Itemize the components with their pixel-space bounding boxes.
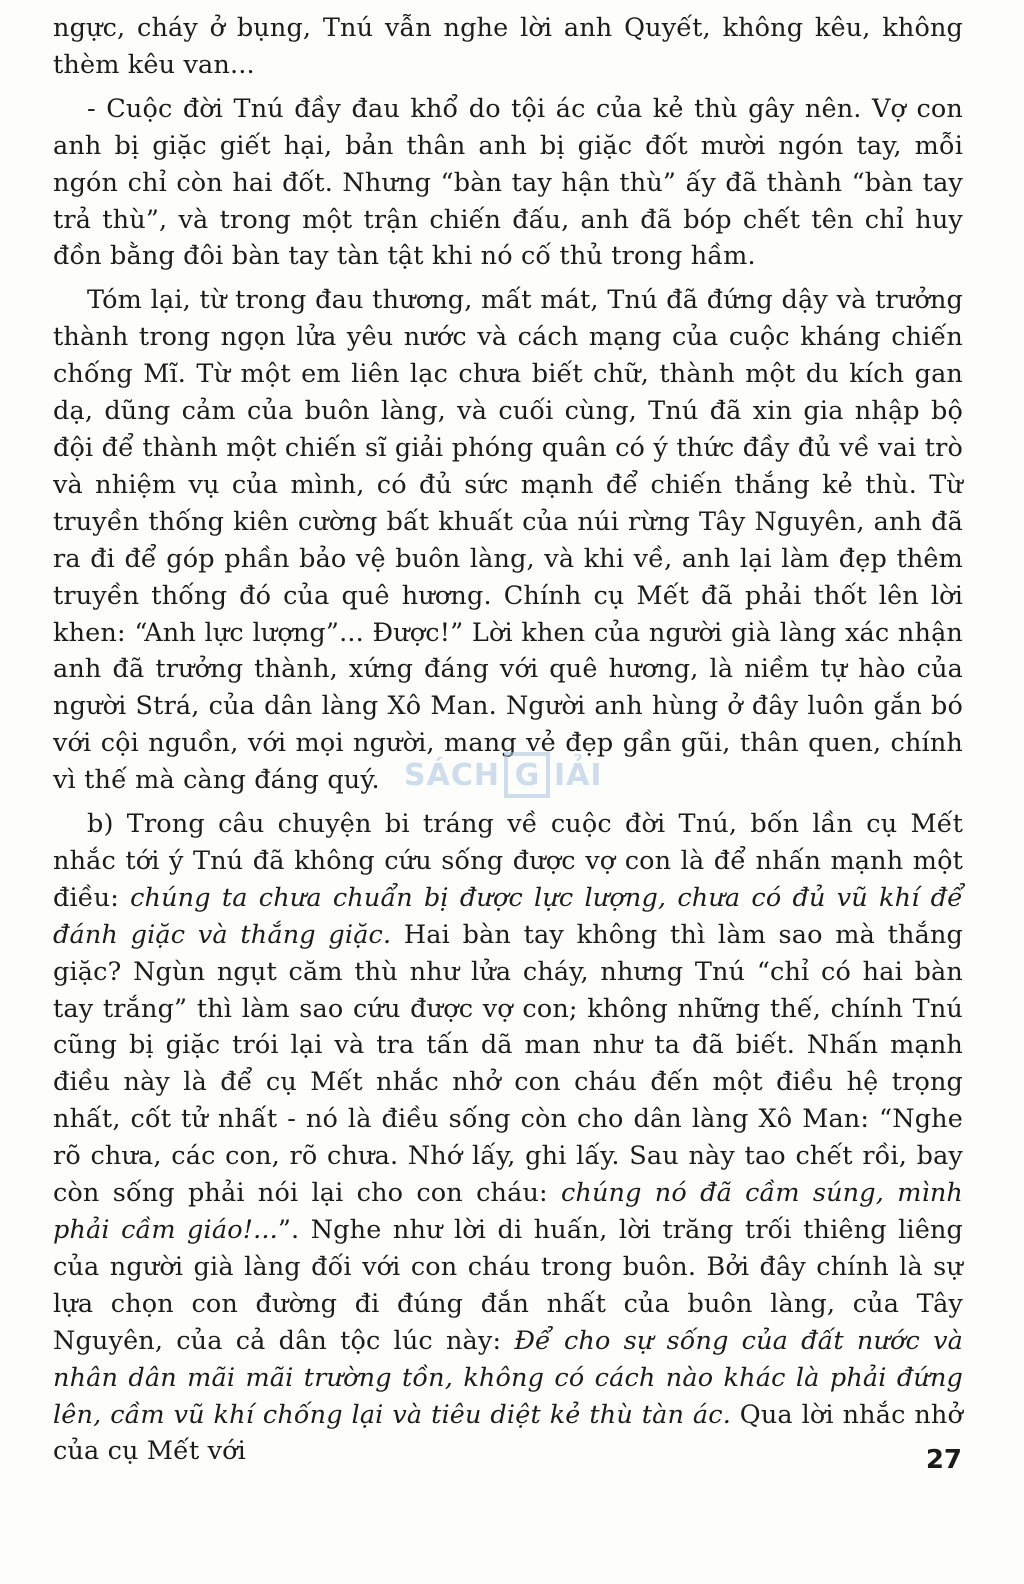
- paragraph-4: [53, 806, 963, 1470]
- text-run: Qua lời nhắc nhở của cụ Mết với: [53, 1399, 964, 1467]
- italic-run: Để cho sự sống của đất nước và nhân dân mãi mãi trường tồn, không có cách nào khác là phải đứng lên, cầm vũ khí chống lại và tiêu diệt kẻ thù tàn ác.: [53, 1325, 963, 1430]
- text-run: - Cuộc đời Tnú đầy đau khổ do tội ác của kẻ thù gây nên. Vợ con anh bị giặc giết hại, bản thân anh bị giặc đốt mười ngón tay, mỗi ngón chỉ còn hai đốt. Nhưng “bàn tay hận thù” ấy đã thành “bàn tay trả thù”, và trong một trận chiến đấu, anh đã bóp chết tên chỉ huy đồn bằng đôi bàn tay tàn tật khi nó cố thủ trong hầm.: [53, 93, 963, 272]
- text-run: b) Trong câu chuyện bi tráng về cuộc đời Tnú, bốn lần cụ Mết nhắc tới ý Tnú đã không cứu sống được vợ con là để nhấn mạnh một điều:: [53, 809, 963, 913]
- page-number: 27: [925, 1445, 962, 1475]
- text-run: ”. Nghe như lời di huấn, lời trăng trối thiêng liêng của người già làng đối với con cháu trong buôn. Bởi đây chính là sự lựa chọn con đường đi đúng đắn nhất của buôn làng, của Tây Nguyên, của cả dân tộc lúc này:: [53, 1215, 963, 1356]
- watermark-letter: G: [514, 757, 540, 793]
- paragraph-2: [53, 91, 963, 276]
- body-text: [53, 10, 963, 1477]
- text-run: Tóm lại, từ trong đau thương, mất mát, Tnú đã đứng dậy và trưởng thành trong ngọn lửa yêu nước và cách mạng của cuộc kháng chiến chống Mĩ. Từ một em liên lạc chưa biết chữ, thành một du kích gan dạ, dũng cảm của buôn làng, và cuối cùng, Tnú đã xin gia nhập bộ đội để thành một chiến sĩ giải phóng quân có ý thức đầy đủ về vai trò và nhiệm vụ của mình, có đủ sức mạnh để chiến thắng kẻ thù. Từ truyền thống kiên cường bất khuất của núi rừng Tây Nguyên, anh đã ra đi để góp phần bảo vệ buôn làng, và khi về, anh lại làm đẹp thêm truyền thống đó của quê hương. Chính cụ Mết đã phải thốt lên lời khen: “Anh lực lượng”... Được!” Lời khen của người già làng xác nhận anh đã trưởng thành, xứng đáng với quê hương, là niềm tự hào của người Strá, của dân làng Xô Man. Người anh hùng ở đây luôn gắn bó với cội nguồn, với mọi người, mang vẻ đẹp gần gũi, thân quen, chính vì thế mà càng đáng quý.: [53, 285, 963, 796]
- watermark-word: SÁCH: [404, 757, 500, 793]
- italic-run: chúng ta chưa chuẩn bị được lực lượng, chưa có đủ vũ khí để đánh giặc và thắng giặc.: [53, 882, 963, 950]
- watermark-tail: IẢI: [553, 757, 603, 793]
- text-run: Hai bàn tay không thì làm sao mà thắng giặc? Ngùn ngụt căm thù như lửa cháy, nhưng Tnú “chỉ có hai bàn tay trắng” thì làm sao cứu được vợ con; không những thế, chính Tnú cũng bị giặc trói lại và tra tấn dã man như ta đã biết. Nhấn mạnh điều này là để cụ Mết nhắc nhở con cháu đến một điều hệ trọng nhất, cốt tử nhất - nó là điều sống còn cho dân làng Xô Man: “Nghe rõ chưa, các con, rõ chưa. Nhớ lấy, ghi lấy. Sau này tao chết rồi, bay còn sống phải nói lại cho con cháu:: [53, 919, 963, 1209]
- paragraph-1: [53, 10, 963, 84]
- italic-run: chúng nó đã cầm súng, mình phải cầm giáo!...: [53, 1178, 963, 1245]
- paragraph-3: [53, 282, 963, 799]
- text-run: ngực, cháy ở bụng, Tnú vẫn nghe lời anh Quyết, không kêu, không thèm kêu van...: [53, 13, 963, 80]
